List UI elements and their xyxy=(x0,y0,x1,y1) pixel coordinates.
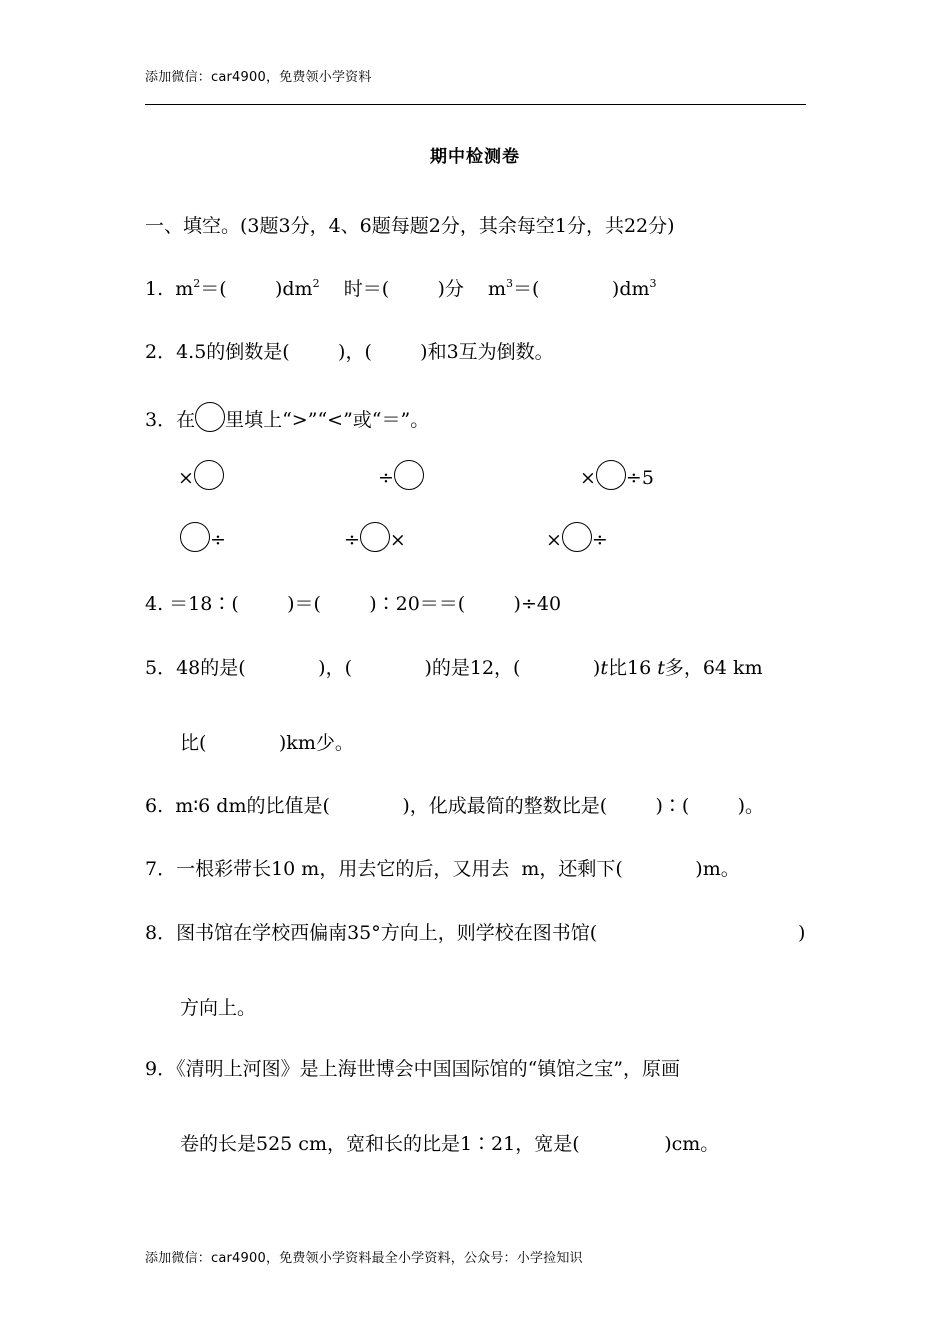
question-9-line1: 9．《清明上河图》是上海世博会中国国际馆的“镇馆之宝”，原画 xyxy=(145,1058,681,1080)
compare-r1c1 xyxy=(178,460,224,494)
circle-icon[interactable] xyxy=(394,460,424,490)
header-divider xyxy=(145,104,806,105)
question-9-line2: 卷的长是525 cm，宽和长的比是1∶21，宽是( )cm。 xyxy=(180,1133,720,1155)
question-1 xyxy=(145,276,657,302)
compare-pre: × xyxy=(580,467,596,489)
q3-suffix: 里填上“>”“<”或“＝”。 xyxy=(225,409,430,431)
page-header: 添加微信：car4900，免费领小学资料 xyxy=(145,70,372,85)
q1-part-b: ＝( )dm xyxy=(200,278,313,300)
q3-prefix: 3．在 xyxy=(145,409,196,431)
compare-post: ÷ xyxy=(591,529,608,551)
compare-pre: ÷ xyxy=(344,529,360,551)
q5-var-t: t xyxy=(600,657,608,679)
circle-icon[interactable] xyxy=(360,522,390,552)
question-8-close-paren: ) xyxy=(798,922,806,944)
compare-post: × xyxy=(389,529,406,551)
compare-r2c3 xyxy=(546,522,608,556)
compare-r2c2 xyxy=(344,522,406,556)
circle-icon[interactable] xyxy=(562,522,592,552)
compare-r1c2 xyxy=(378,460,424,494)
question-7: 7．一根彩带长10 m，用去它的后，又用去 m，还剩下( )m。 xyxy=(145,858,740,880)
question-5-line2: 比( )km少。 xyxy=(180,732,354,754)
compare-post: ÷5 xyxy=(625,467,654,489)
compare-r1c3 xyxy=(580,460,654,494)
compare-r2c1 xyxy=(180,522,226,556)
page-footer: 添加微信：car4900，免费领小学资料最全小学资料，公众号：小学捡知识 xyxy=(145,1251,583,1266)
q5-part-a: 5．48的是( )，( )的是12，( ) xyxy=(145,657,601,679)
circle-icon xyxy=(195,402,225,432)
q1-sup-d: 3 xyxy=(649,277,657,290)
q1-sup-a: 2 xyxy=(193,277,201,290)
q1-sup-b: 2 xyxy=(312,277,320,290)
question-4: 4. ＝18∶( )＝( )∶20＝＝( )÷40 xyxy=(145,593,562,615)
question-8-line1: 8．图书馆在学校西偏南35°方向上，则学校在图书馆( xyxy=(145,922,598,944)
question-3 xyxy=(145,402,429,433)
q1-sup-c: 3 xyxy=(506,277,514,290)
question-5-line1 xyxy=(145,655,763,681)
q5-var-t: t xyxy=(657,657,665,679)
q1-part-d: ＝( )dm xyxy=(513,278,650,300)
compare-post: ÷ xyxy=(210,529,226,551)
section-heading: 一、填空。(3题3分，4、6题每题2分，其余每空1分，共22分) xyxy=(145,215,675,237)
question-8-line2: 方向上。 xyxy=(180,997,257,1019)
circle-icon[interactable] xyxy=(180,522,210,552)
q5-part-c: 多，64 km xyxy=(664,657,763,679)
circle-icon[interactable] xyxy=(194,460,224,490)
circle-icon[interactable] xyxy=(596,460,626,490)
question-6: 6. m∶6 dm的比值是( )，化成最简的整数比是( )∶( )。 xyxy=(145,795,765,817)
compare-pre: × xyxy=(178,467,194,489)
compare-pre: ÷ xyxy=(378,467,394,489)
q5-part-b: 比16 xyxy=(607,657,658,679)
page-title: 期中检测卷 xyxy=(430,147,520,167)
q1-part-a: 1. m xyxy=(145,278,194,300)
compare-pre: × xyxy=(546,529,562,551)
question-2: 2．4.5的倒数是( )，( )和3互为倒数。 xyxy=(145,341,554,363)
q1-part-c: 时＝( )分 m xyxy=(319,278,507,300)
